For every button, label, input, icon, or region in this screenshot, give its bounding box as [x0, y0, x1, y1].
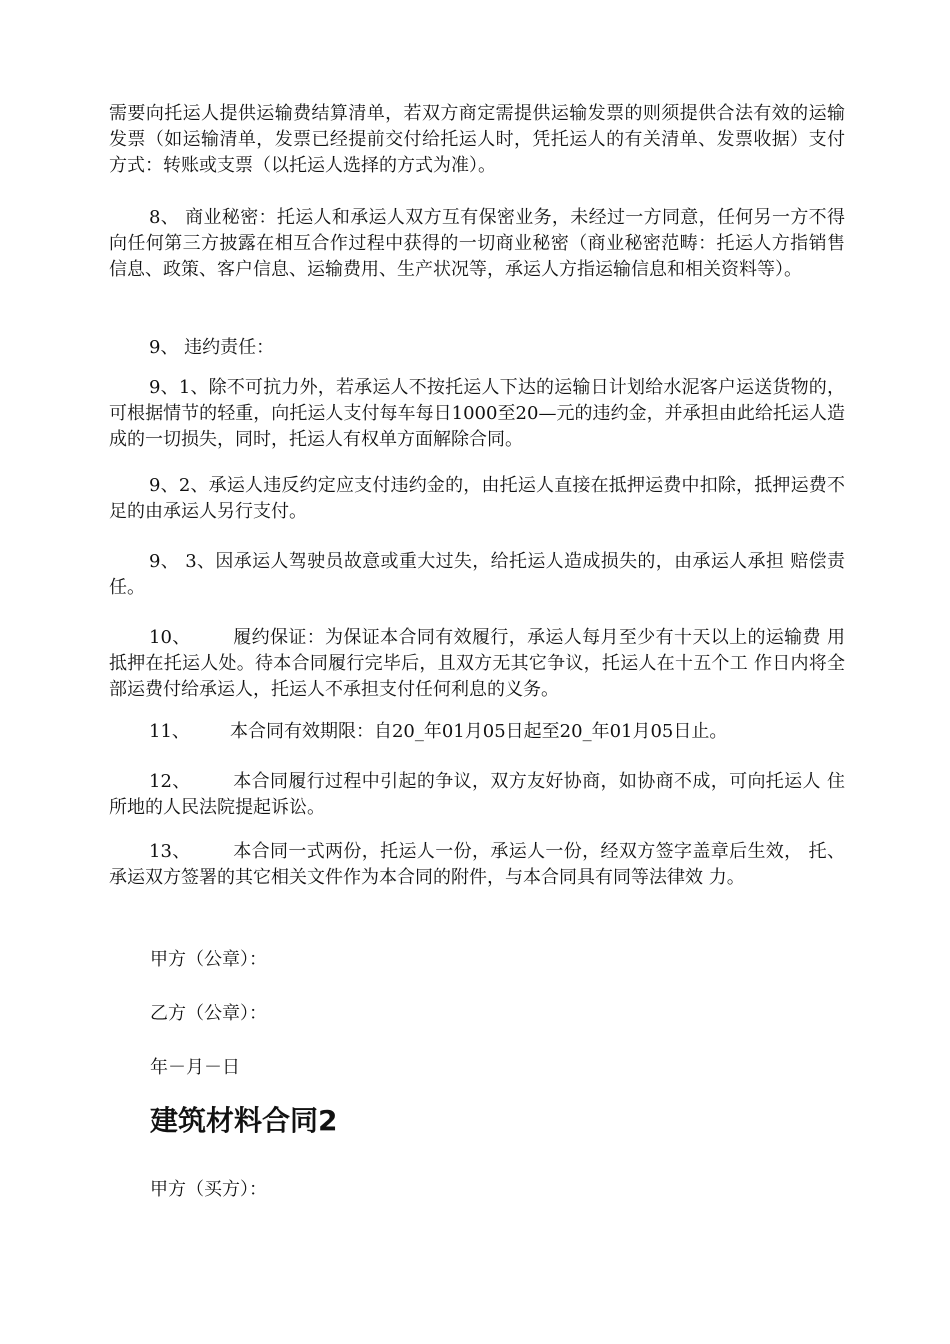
- paragraph-breach-heading: 9、 违约责任：: [149, 337, 275, 358]
- signature-date: 年－月－日: [150, 1057, 240, 1078]
- paragraph-trade-secret: 8、 商业秘密：托运人和承运人双方互有保密业务，未经过一方同意，任何另一方不得向任何第三方披露在相互合作过程中获得的一切商业秘密（商业秘密范畴：托运人方指销售信息、政策、客户信息、运输费用、生产状况等，承运人方指运输信息和相关资料等）。: [109, 207, 845, 280]
- section-title: 建筑材料合同2: [150, 1104, 338, 1137]
- signature-party-b: 乙方（公章）：: [150, 1003, 267, 1024]
- paragraph-copies: 13、 本合同一式两份，托运人一份，承运人一份，经双方签字盖章后生效， 托、承运双方签署的其它相关文件作为本合同的附件，与本合同具有同等法律效 力。: [109, 841, 845, 888]
- paragraph-validity: 11、 本合同有效期限：自20_年01月05日起至20_年01月05日止。: [149, 721, 728, 742]
- signature-party-a: 甲方（公章）：: [150, 949, 267, 970]
- paragraph-guarantee: 10、 履约保证：为保证本合同有效履行，承运人每月至少有十天以上的运输费 用抵押在托运人处。待本合同履行完毕后，且双方无其它争议，托运人在十五个工 作日内将全部运费付给承运人，托运人不承担支付任何利息的义务。: [109, 627, 845, 700]
- paragraph-dispute: 12、 本合同履行过程中引起的争议，双方友好协商，如协商不成，可向托运人 住所地的人民法院提起诉讼。: [109, 771, 845, 818]
- paragraph-payment: 需要向托运人提供运输费结算清单，若双方商定需提供运输发票的则须提供合法有效的运输发票（如运输清单，发票已经提前交付给托运人时，凭托运人的有关清单、发票收据）支付方式：转账或支票（以托运人选择的方式为准）。: [109, 103, 845, 176]
- buyer-line: 甲方（买方）：: [150, 1179, 267, 1200]
- paragraph-breach-9-2: 9、2、承运人违反约定应支付违约金的，由托运人直接在抵押运费中扣除，抵押运费不足的由承运人另行支付。: [109, 475, 845, 522]
- paragraph-breach-9-3: 9、 3、因承运人驾驶员故意或重大过失，给托运人造成损失的，由承运人承担 赔偿责任。: [109, 551, 845, 598]
- paragraph-breach-9-1: 9、1、除不可抗力外，若承运人不按托运人下达的运输日计划给水泥客户运送货物的，可根据情节的轻重，向托运人支付每车每日1000至20—元的违约金，并承担由此给托运人造成的一切损失，同时，托运人有权单方面解除合同。: [109, 377, 845, 450]
